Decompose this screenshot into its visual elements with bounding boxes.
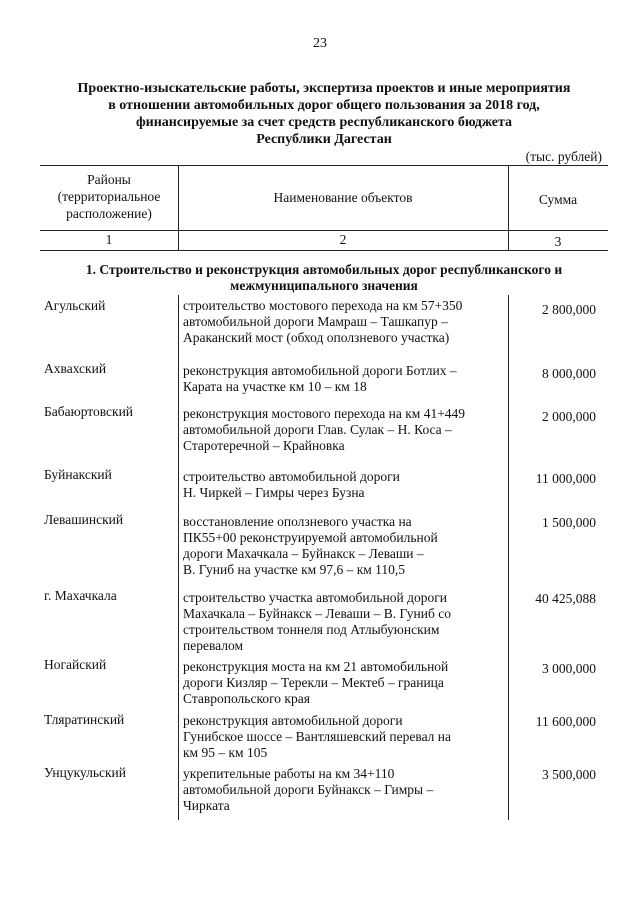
object-cell: строительство мостового перехода на км 57+350 автомобильной дороги Мамраш – Ташкапур – Араканский мост (обход оползневого участка) bbox=[183, 298, 463, 345]
table-top-border bbox=[40, 165, 608, 166]
region-cell: Ахвахский bbox=[44, 361, 107, 376]
amount-cell: 11 600,000 bbox=[535, 714, 596, 729]
object-cell: реконструкция мостового перехода на км 41+449 автомобильной дороги Глав. Сулак – Н. Коса – Старотеречной – Крайновка bbox=[183, 406, 466, 453]
amount-cell: 3 500,000 bbox=[542, 767, 596, 782]
header-amount: Сумма bbox=[538, 192, 578, 207]
numbers-bottom-border bbox=[40, 250, 608, 251]
units-label: (тыс. рублей) bbox=[525, 149, 602, 164]
title-line: финансируемые за счет средств республиканского бюджета bbox=[135, 115, 513, 130]
object-cell: строительство участка автомобильной дороги Махачкала – Буйнакск – Леваши – В. Гуниб со строительством тоннеля под Атлыбуюнским перевалом bbox=[183, 590, 451, 653]
amount-cell: 2 800,000 bbox=[542, 302, 596, 317]
header-object: Наименование объектов bbox=[273, 190, 413, 205]
header-region: Районы (территориальное расположение) bbox=[57, 172, 161, 221]
amount-cell: 2 000,000 bbox=[542, 409, 596, 424]
region-cell: г. Махачкала bbox=[44, 588, 117, 603]
column-number-3: 3 bbox=[554, 234, 562, 249]
section-title: 1. Строительство и реконструкция автомобильных дорог республиканского и межмуниципального значения bbox=[85, 262, 563, 293]
region-cell: Буйнакский bbox=[44, 467, 112, 482]
amount-cell: 3 000,000 bbox=[542, 661, 596, 676]
region-cell: Тляратинский bbox=[44, 712, 125, 727]
region-cell: Левашинский bbox=[44, 512, 124, 527]
region-cell: Унцукульский bbox=[44, 765, 126, 780]
amount-cell: 40 425,088 bbox=[535, 591, 596, 606]
region-cell: Бабаюртовский bbox=[44, 404, 134, 419]
region-cell: Агульский bbox=[44, 298, 106, 313]
body-divider-1 bbox=[178, 295, 179, 820]
column-number-2: 2 bbox=[339, 232, 347, 247]
page-number: 23 bbox=[313, 36, 327, 51]
object-cell: реконструкция моста на км 21 автомобильной дороги Кизляр – Терекли – Мектеб – граница Ставропольского края bbox=[183, 659, 449, 706]
amount-cell: 1 500,000 bbox=[542, 515, 596, 530]
title-line: Республики Дагестан bbox=[256, 132, 392, 147]
column-number-1: 1 bbox=[105, 232, 113, 247]
object-cell: укрепительные работы на км 34+110 автомобильной дороги Буйнакск – Гимры – Чирката bbox=[183, 766, 434, 813]
object-cell: реконструкция автомобильной дороги Ботлих – Карата на участке км 10 – км 18 bbox=[183, 363, 457, 394]
object-cell: реконструкция автомобильной дороги Гунибское шоссе – Вантляшевский перевал на км 95 – км 105 bbox=[183, 713, 452, 760]
title-line: Проектно-изыскательские работы, экспертиза проектов и иные мероприятия bbox=[77, 81, 571, 96]
amount-cell: 8 000,000 bbox=[542, 366, 596, 381]
amount-cell: 11 000,000 bbox=[535, 471, 596, 486]
document-title bbox=[40, 80, 608, 148]
region-cell: Ногайский bbox=[44, 657, 107, 672]
title-line: в отношении автомобильных дорог общего пользования за 2018 год, bbox=[108, 98, 540, 113]
object-cell: строительство автомобильной дороги Н. Чиркей – Гимры через Бузна bbox=[183, 469, 400, 500]
object-cell: восстановление оползневого участка на ПК55+00 реконструируемой автомобильной дороги Махачкала – Буйнакск – Леваши – В. Гуниб на участке км 97,6 – км 110,5 bbox=[183, 514, 438, 577]
